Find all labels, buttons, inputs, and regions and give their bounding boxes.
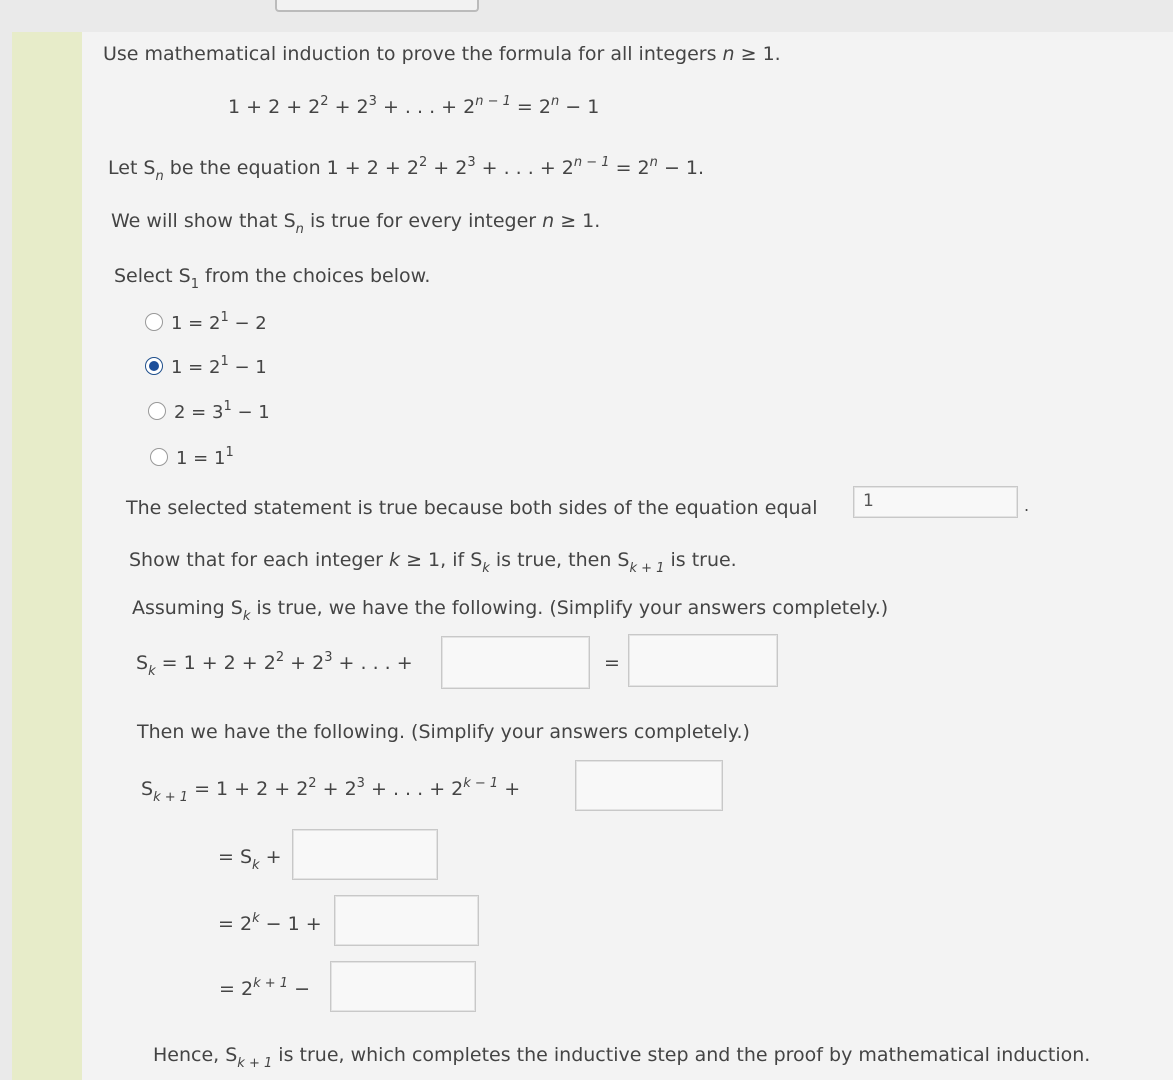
radio-button[interactable] <box>150 448 168 466</box>
sk-sum-input[interactable] <box>628 634 778 687</box>
sk-equation: $S_k = 1 + 2 + 2^2 + 2^3$ + . . . + <box>136 650 413 679</box>
step-2k-minus-1: = $2^k - 1$ + <box>218 911 322 935</box>
intro-prompt: Use mathematical induction to prove the formula for all integers n ≥ 1. <box>103 43 781 65</box>
left-accent-bar <box>12 32 82 1080</box>
sk-last-term-input[interactable] <box>441 636 590 689</box>
step3-input[interactable] <box>334 895 479 946</box>
both-sides-answer-input[interactable] <box>853 486 1018 518</box>
radio-button[interactable] <box>148 402 166 420</box>
equals-sign: = <box>604 652 620 674</box>
assuming-sk-line: Assuming $S_k$ is true, we have the following. (Simplify your answers completely.) <box>132 597 889 624</box>
step4-input[interactable] <box>330 961 476 1012</box>
formula-display: $1 + 2 + 2^2 + 2^3$ + . . . + $2^{n - 1} = 2^n - 1$ <box>228 94 600 118</box>
choice-3[interactable]: $2 = 3^1 - 1$ <box>148 401 270 425</box>
choice-2[interactable]: $1 = 2^1 - 1$ <box>145 356 267 380</box>
inductive-step-line: Show that for each integer k ≥ 1, if $S_k$ is true, then $S_{k + 1}$ is true. <box>129 549 737 576</box>
choice-1[interactable]: $1 = 2^1 - 2$ <box>145 312 267 336</box>
top-tab-outline <box>275 0 479 12</box>
choice-4[interactable]: $1 = 1^1$ <box>150 447 234 471</box>
period: . <box>1024 496 1030 515</box>
let-sn-line: Let $S_n$ be the equation $1 + 2 + 2^2 + 2^3$ + . . . + $2^{n - 1} = 2^n - 1$. <box>108 155 705 184</box>
hence-line: Hence, $S_{k + 1}$ is true, which completes the inductive step and the proof by mathematical induction. <box>153 1044 1091 1071</box>
selected-statement-text: The selected statement is true because both sides of the equation equal <box>126 497 818 519</box>
radio-button-selected[interactable] <box>145 357 163 375</box>
radio-button[interactable] <box>145 313 163 331</box>
show-sn-line: We will show that $S_n$ is true for every integer n ≥ 1. <box>111 210 601 237</box>
step2-input[interactable] <box>292 829 438 880</box>
sk1-equation: $S_{k + 1} = 1 + 2 + 2^2 + 2^3$ + . . . + $2^{k - 1}$ + <box>141 776 521 805</box>
step-sk-plus: = $S_k$ + <box>218 846 282 873</box>
sk1-next-term-input[interactable] <box>575 760 723 811</box>
step-2k1-minus: = $2^{k + 1}$ − <box>219 976 310 1000</box>
answer-value: 1 <box>863 491 874 511</box>
then-line: Then we have the following. (Simplify your answers completely.) <box>137 721 750 743</box>
select-s1-line: Select $S_1$ from the choices below. <box>114 265 431 292</box>
